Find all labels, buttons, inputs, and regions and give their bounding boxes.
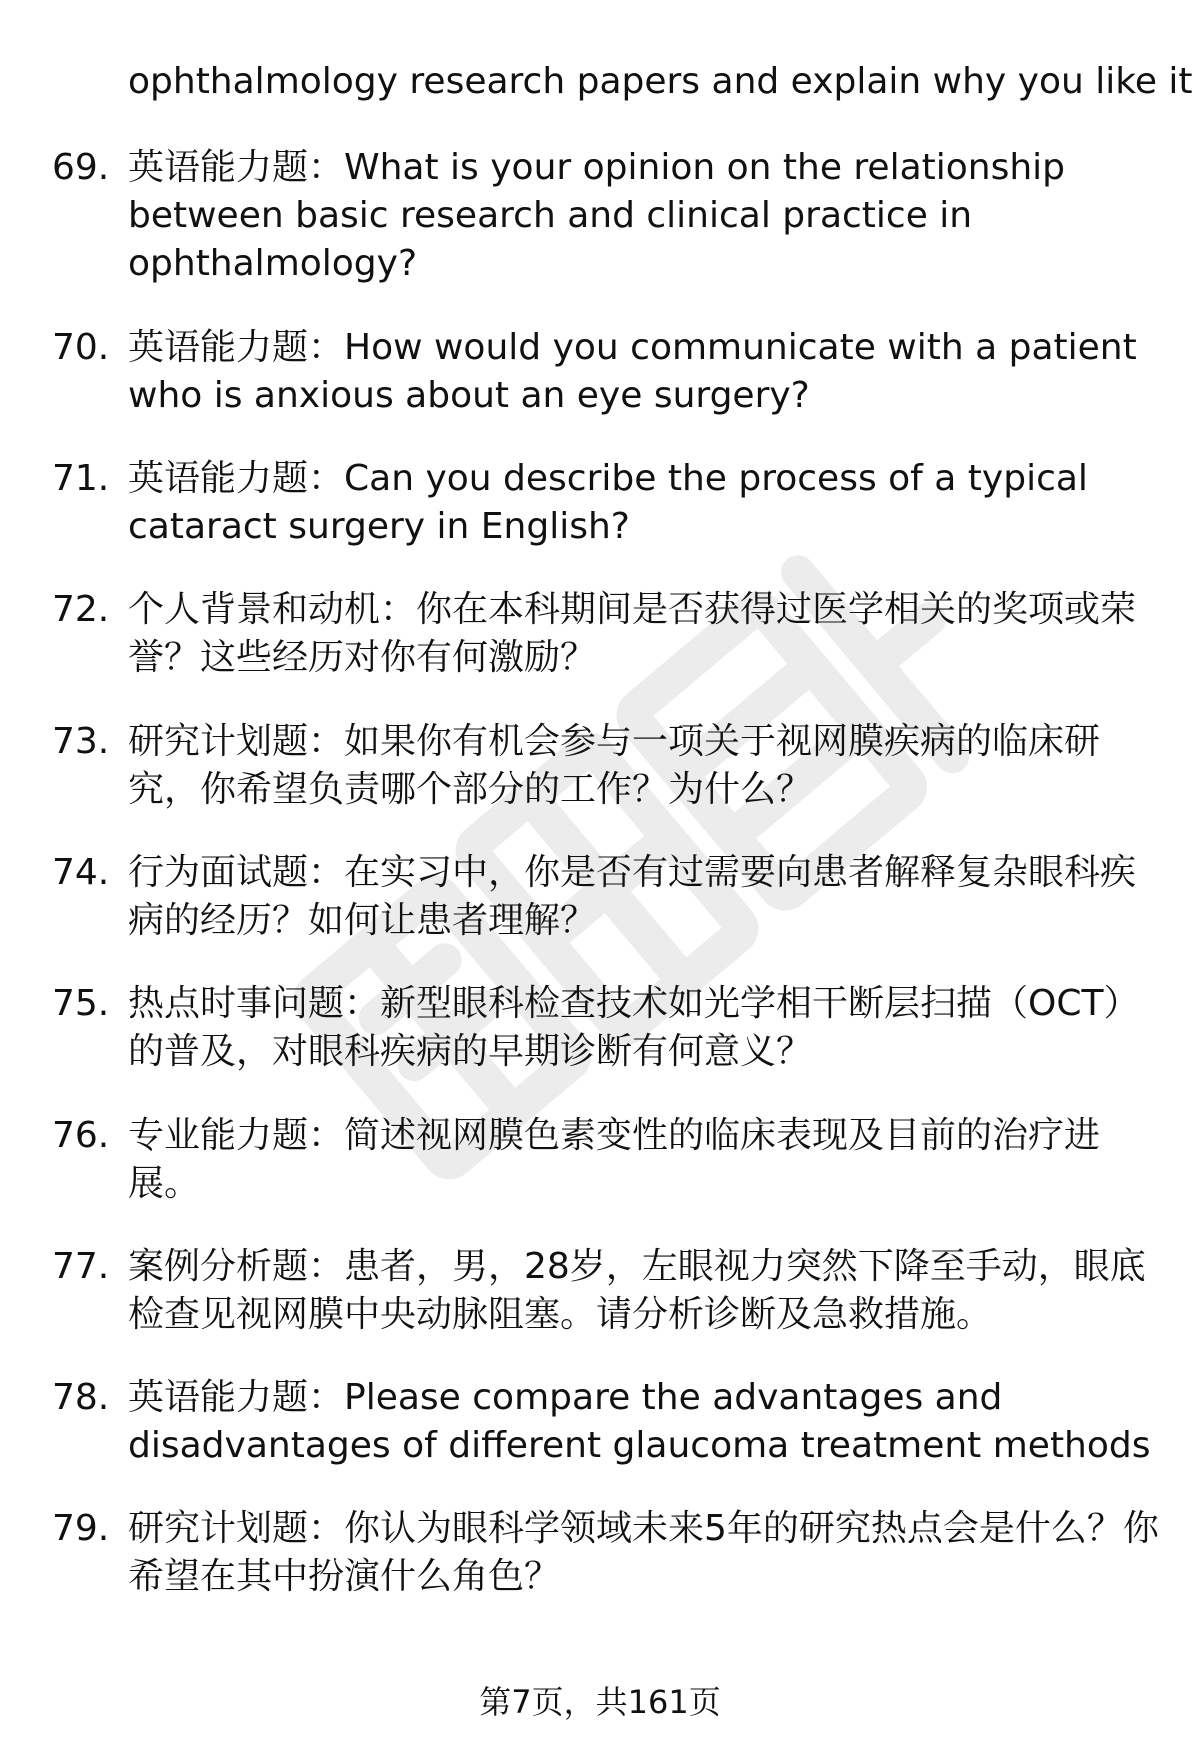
- question-line: cataract surgery in English?: [128, 506, 630, 547]
- question-line: 研究计划题：你认为眼科学领域未来5年的研究热点会是什么？你: [128, 1508, 1159, 1549]
- question-number: 73.: [52, 721, 110, 762]
- question-number: 77.: [52, 1246, 110, 1287]
- question-line: 案例分析题：患者，男，28岁，左眼视力突然下降至手动，眼底: [128, 1246, 1146, 1287]
- question-line: 行为面试题：在实习中，你是否有过需要向患者解释复杂眼科疾: [128, 852, 1137, 893]
- question-text: [128, 980, 1168, 1076]
- question-text: [128, 1374, 1168, 1470]
- question-line: 展。: [128, 1163, 201, 1204]
- question-text: [128, 324, 1168, 420]
- question-number: 71.: [52, 458, 110, 499]
- question-number: 74.: [52, 852, 110, 893]
- question-line: who is anxious about an eye surgery?: [128, 375, 810, 416]
- question-line: 检查见视网膜中央动脉阻塞。请分析诊断及急救措施。: [128, 1294, 993, 1335]
- question-number: 79.: [52, 1508, 110, 1549]
- question-line: disadvantages of different glaucoma treatment methods: [128, 1425, 1151, 1466]
- question-number: 76.: [52, 1115, 110, 1156]
- question-line: 希望在其中扮演什么角色？: [128, 1556, 561, 1597]
- question-line: ophthalmology?: [128, 243, 418, 284]
- question-line: 英语能力题：What is your opinion on the relationship: [128, 147, 1066, 188]
- question-text: [128, 1505, 1168, 1601]
- page-footer: 第7页，共161页: [479, 1683, 721, 1721]
- question-line: 个人背景和动机：你在本科期间是否获得过医学相关的奖项或荣: [128, 589, 1137, 630]
- question-line: 英语能力题：Can you describe the process of a typical: [128, 458, 1088, 499]
- question-line: 究，你希望负责哪个部分的工作？为什么？: [128, 769, 813, 810]
- question-line: between basic research and clinical practice in: [128, 195, 973, 236]
- question-text: [128, 455, 1168, 551]
- question-number: 72.: [52, 589, 110, 630]
- question-number: 75.: [52, 983, 110, 1024]
- question-line: 热点时事问题：新型眼科检查技术如光学相干断层扫描（OCT）: [128, 983, 1140, 1024]
- question-text: [128, 849, 1168, 945]
- question-text: [128, 718, 1168, 814]
- question-text: [128, 586, 1168, 682]
- continued-question-line: ophthalmology research papers and explain why you like it: [128, 61, 1193, 102]
- question-line: 专业能力题：简述视网膜色素变性的临床表现及目前的治疗进: [128, 1115, 1101, 1156]
- question-line: 英语能力题：How would you communicate with a patient: [128, 327, 1137, 368]
- question-text: [128, 1112, 1168, 1208]
- question-number: 70.: [52, 327, 110, 368]
- question-line: 的普及，对眼科疾病的早期诊断有何意义？: [128, 1031, 813, 1072]
- question-number: 78.: [52, 1377, 110, 1418]
- question-line: 誉？这些经历对你有何激励？: [128, 637, 597, 678]
- question-line: 英语能力题：Please compare the advantages and: [128, 1377, 1003, 1418]
- question-text: [128, 1243, 1168, 1339]
- question-number: 69.: [52, 147, 110, 188]
- question-line: 研究计划题：如果你有机会参与一项关于视网膜疾病的临床研: [128, 721, 1101, 762]
- question-text: [128, 144, 1168, 288]
- question-line: 病的经历？如何让患者理解？: [128, 900, 597, 941]
